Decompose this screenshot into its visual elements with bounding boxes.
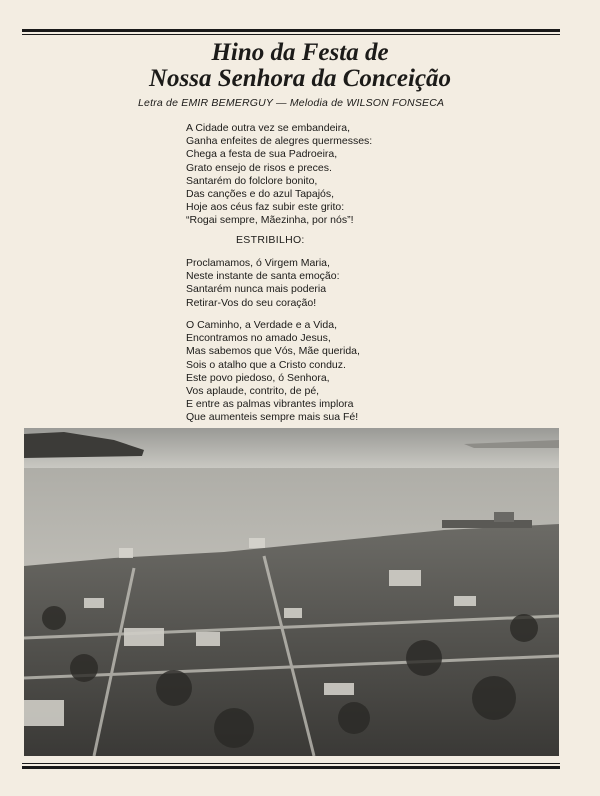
- aerial-city-photo: [24, 428, 559, 756]
- verse-line: Vos aplaude, contrito, de pé,: [186, 385, 320, 398]
- verse-line: Proclamamos, ó Virgem Maria,: [186, 257, 330, 269]
- verse-line: Retirar-Vos do seu coração!: [186, 296, 317, 309]
- verse-line: Santarém do folclore bonito,: [186, 174, 318, 187]
- verse-line: Que aumenteis sempre mais sua Fé!: [186, 411, 359, 424]
- verse-line: Hoje aos céus faz subir este grito:: [186, 201, 345, 214]
- verse-line: Sois o atalho que a Cristo conduz.: [186, 358, 346, 371]
- top-rule-thick: [22, 29, 560, 32]
- verse-line: Chega a festa de sua Padroeira,: [186, 148, 338, 161]
- verse-line: Grato ensejo de risos e preces.: [186, 161, 332, 174]
- bottom-rule-thick: [22, 766, 560, 769]
- stanza-1: [186, 122, 372, 228]
- verse-line: O Caminho, a Verdade e a Vida,: [186, 319, 337, 331]
- top-rule-thin: [22, 34, 560, 35]
- stanza-2: [186, 319, 360, 425]
- verse-line: “Rogai sempre, Mãezinha, por nós”!: [186, 214, 354, 227]
- bottom-rule-thin: [22, 763, 560, 764]
- verse-line: Este povo piedoso, ó Senhora,: [186, 371, 330, 384]
- verse-line: Ganha enfeites de alegres quermesses:: [186, 135, 373, 148]
- credits-line: Letra de EMIR BEMERGUY — Melodia de WILSON FONSECA: [138, 97, 445, 109]
- verse-line: A Cidade outra vez se embandeira,: [186, 122, 351, 134]
- hymn-title: [0, 40, 600, 92]
- verse-line: Encontramos no amado Jesus,: [186, 332, 331, 345]
- verse-line: Mas sabemos que Vós, Mãe querida,: [186, 345, 360, 358]
- verse-line: Neste instante de santa emoção:: [186, 270, 340, 283]
- refrain: [186, 257, 340, 310]
- title-line-2: Nossa Senhora da Conceição: [148, 65, 452, 92]
- title-line-1: Hino da Festa de: [211, 39, 389, 66]
- refrain-heading: ESTRIBILHO:: [236, 234, 305, 246]
- verse-line: Das canções e do azul Tapajós,: [186, 188, 335, 201]
- verse-line: E entre as palmas vibrantes implora: [186, 398, 354, 411]
- verse-line: Santarém nunca mais poderia: [186, 283, 327, 296]
